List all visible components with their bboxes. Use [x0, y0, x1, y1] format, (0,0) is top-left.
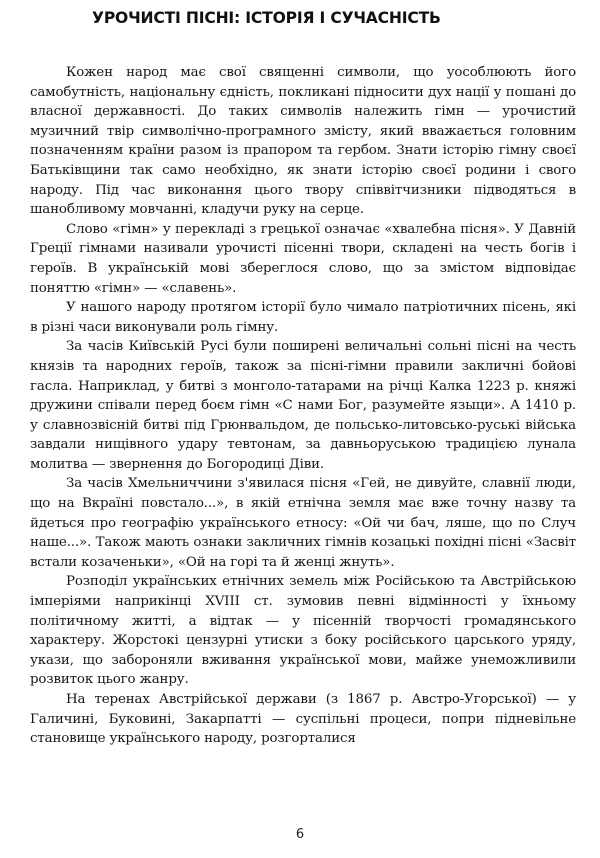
- paragraph-austrian-state: На теренах Австрійської держави (з 1867 р. Австро-Угорської) — у Галичині, Буковині, Закарпатті — суспільні процеси, попри підневільне становище українського народу, розгорталися: [30, 692, 576, 747]
- page-number: 6: [295, 827, 305, 842]
- paragraph-hymn-etymology: Слово «гімн» у перекладі з грецької означає «хвалебна пісня». У Давній Греції гімнами називали урочисті пісенні твори, складені на честь богів і героїв. В українській мові збереглося слово, що за змістом відповідає поняттю «гімн» — «славень».: [30, 221, 576, 296]
- page-title: УРОЧИСТІ ПІСНІ: ІСТОРІЯ І СУЧАСНІСТЬ: [92, 9, 441, 27]
- paragraph-khmelnychchyna: За часів Хмельниччини з'явилася пісня «Гей, не дивуйте, славнії люди, що на Вкраїні повстало...», в якій етнічна земля має вже точну назву та йдеться про географію українського етносу: «Ой чи бач, ляше, що по Случ наше...». Також мають ознаки закличних гімнів козацькі похідні пісні «Засвіт встали козаченьки», «Ой на горі та й женці жнуть».: [30, 476, 576, 570]
- paragraph-intro: Кожен народ має свої священні символи, що уособлюють його самобутність, національну єдність, покликані підносити дух нації у пошані до власної державності. До таких символів належить гімн — урочистий музичний твір символічно-програмного змісту, який вважається головним позначенням країни разом із прапором та гербом. Знати історію гімну своєї Батьківщини так само необхідно, як знати історію своєї родини і свого народу. Під час виконання цього твору співвітчизники підводяться в шанобливому мовчанні, кладучи руку на серце.: [30, 65, 576, 218]
- paragraph-kyivan-rus: За часів Київській Русі були поширені величальні сольні пісні на честь князів та народних героїв, також за пісні-гімни правили закличні бойові гасла. Наприклад, у битві з монголо-татарами на річці Калка 1223 р. княжі дружини співали перед боєм гімн «С нами Бог, разумейте языци». А 1410 р. у славнозвісній битві під Грюнвальдом, де польсько-литовсько-руські війська завдали нищівного удару тевтонам, за давньоруською традицією лунала молитва — звернення до Богородиці Діви.: [30, 339, 576, 472]
- paragraph-patriotic-songs: У нашого народу протягом історії було чимало патріотичних пісень, які в різні часи виконували роль гімну.: [30, 300, 576, 335]
- paragraph-partition: Розподіл українських етнічних земель між Російською та Австрійською імперіями наприкінці XVIII ст. зумовив певні відмінності у їхньому політичному житті, а відтак — у пісенній творчості громадянського характеру. Жорстокі цензурні утиски з боку російського царського уряду, укази, що забороняли вживання української мови, майже унеможливили розвиток цього жанру.: [30, 574, 576, 688]
- article-body: [30, 63, 576, 749]
